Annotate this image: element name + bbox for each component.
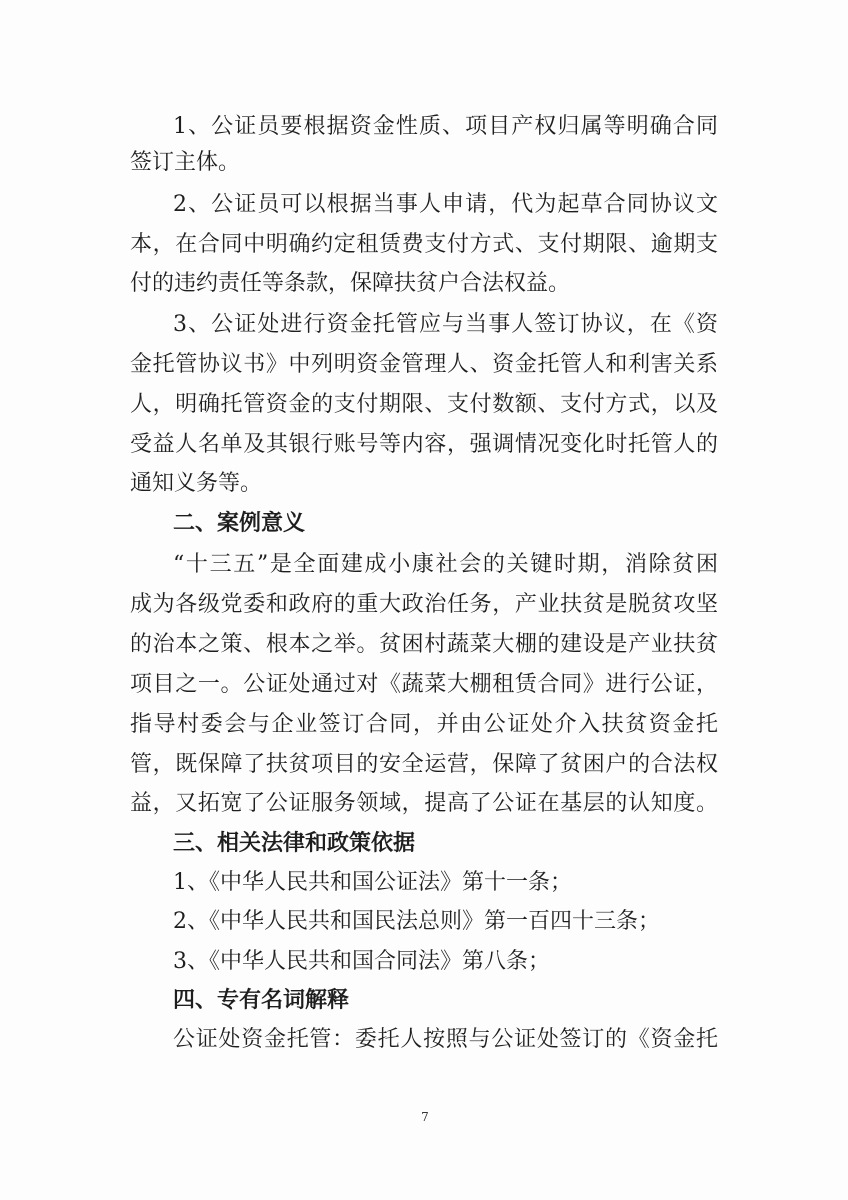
text-line: 受益人名单及其银行账号等内容，强调情况变化时托管人的 [130,432,718,457]
page-number: 7 [421,1110,429,1124]
text-line: 付的违约责任等条款，保障扶贫户合法权益。 [130,271,571,296]
text-line: “十三五”是全面建成小康社会的关键时期，消除贫困 [173,552,718,577]
text-line: 金托管协议书》中列明资金管理人、资金托管人和利害关系 [130,352,718,377]
text-line: 1、《中华人民共和国公证法》第十一条； [173,870,572,895]
text-line: 成为各级党委和政府的重大政治任务，产业扶贫是脱贫攻坚 [130,592,718,617]
text-line: 项目之一。公证处通过对《蔬菜大棚租赁合同》进行公证， [130,672,718,697]
text-line: 1、公证员要根据资金性质、项目产权归属等明确合同 [173,114,718,139]
text-line: 管，既保障了扶贫项目的安全运营，保障了贫困户的合法权 [130,752,718,777]
section-heading: 四、专有名词解释 [173,987,350,1013]
text-line: 3、公证处进行资金托管应与当事人签订协议，在《资 [173,312,718,337]
text-line: 通知义务等。 [130,471,263,496]
text-line: 指导村委会与企业签订合同，并由公证处介入扶贫资金托 [130,712,718,737]
text-line: 益，又拓宽了公证服务领域，提高了公证在基层的认知度。 [130,791,718,816]
text-line: 2、公证员可以根据当事人申请，代为起草合同协议文 [173,192,718,217]
text-line: 3、《中华人民共和国合同法》第八条； [173,949,550,974]
text-line: 的治本之策、根本之举。贫困村蔬菜大棚的建设是产业扶贫 [130,632,718,657]
text-line: 签订主体。 [130,150,241,175]
text-line: 人，明确托管资金的支付期限、支付数额、支付方式，以及 [130,392,718,417]
text-line: 公证处资金托管：委托人按照与公证处签订的《资金托 [173,1027,718,1052]
section-heading: 三、相关法律和政策依据 [173,830,416,856]
text-line: 本，在合同中明确约定租赁费支付方式、支付期限、逾期支 [130,232,718,257]
section-heading: 二、案例意义 [173,510,306,536]
text-line: 2、《中华人民共和国民法总则》第一百四十三条； [173,909,660,934]
